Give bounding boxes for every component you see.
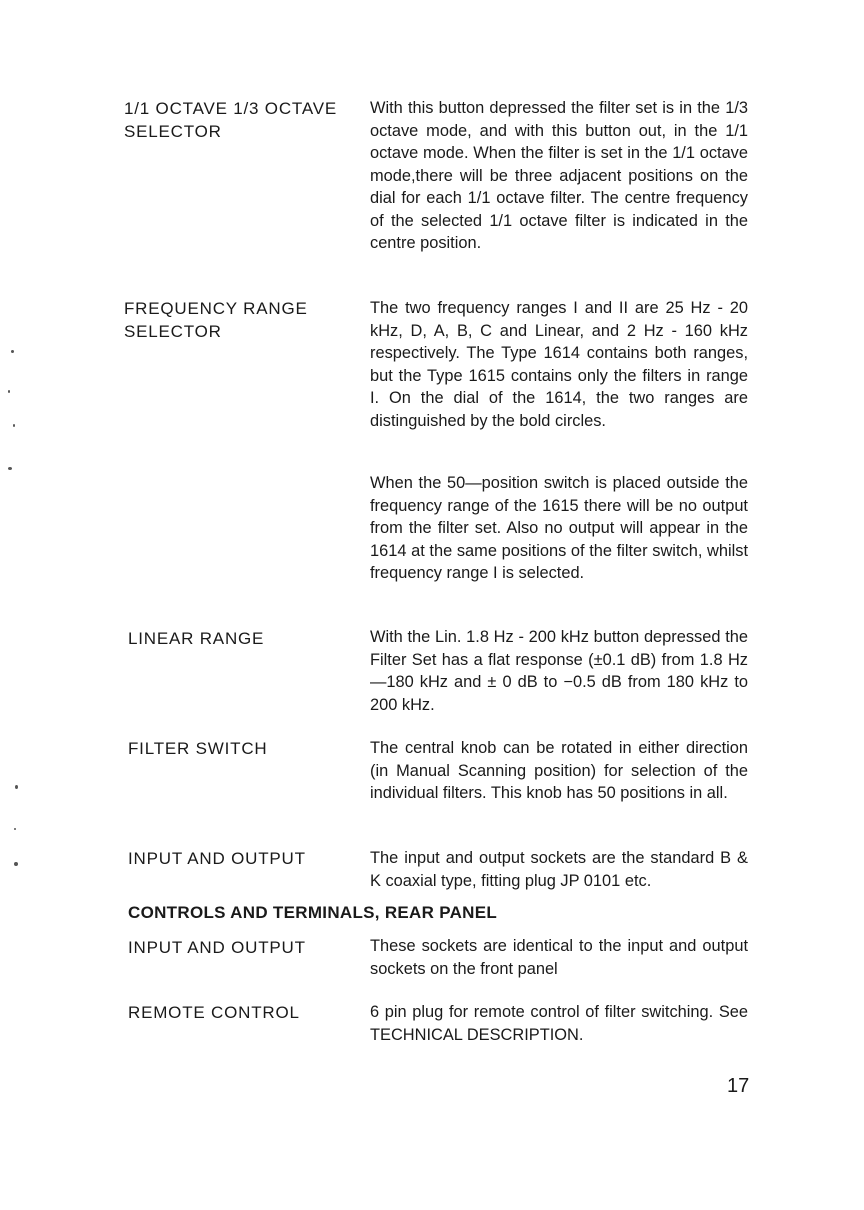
scan-speck [8, 390, 10, 393]
term-remote-control: REMOTE CONTROL [128, 1003, 300, 1022]
term-input-output: INPUT AND OUTPUT [128, 849, 306, 868]
scan-speck [11, 350, 14, 353]
scan-speck [14, 862, 18, 866]
desc-linear-range: With the Lin. 1.8 Hz - 200 kHz button depressed the Filter Set has a flat response (±0.1 dB) from 1.8 Hz—180 kHz and ± 0 dB to −0.5 dB from 180 kHz to 200 kHz. [370, 628, 748, 714]
term-linear-range: LINEAR RANGE [128, 629, 265, 648]
desc-rear-input-output: These sockets are identical to the input and output sockets on the front panel [370, 937, 748, 978]
scan-speck [8, 467, 12, 470]
page-number: 17 [727, 1075, 750, 1097]
desc-filter-switch: The central knob can be rotated in either direction (in Manual Scanning position) for selection of the individual filters. This knob has 50 positions in all. [370, 739, 748, 802]
scan-speck [15, 785, 18, 789]
desc-frequency-range: The two frequency ranges I and II are 25 Hz - 20 kHz, D, A, B, C and Linear, and 2 Hz - 160 kHz respectively. The Type 1614 contains both ranges, but the Type 1615 contains only the filters in range I. On the dial of the 1614, the two ranges are distinguished by the bold circles. [370, 299, 748, 430]
term-rear-input-output: INPUT AND OUTPUT [128, 938, 306, 957]
rear-panel-heading: CONTROLS AND TERMINALS, REAR PANEL [128, 903, 498, 922]
scan-speck [14, 828, 16, 830]
desc-remote-control: 6 pin plug for remote control of filter switching. See TECHNICAL DESCRIPTION. [370, 1003, 748, 1044]
term-octave-selector: 1/1 OCTAVE 1/3 OCTAVE SELECTOR [124, 99, 337, 141]
term-frequency-range: FREQUENCY RANGE SELECTOR [124, 299, 308, 341]
desc-octave-selector: With this button depressed the filter set is in the 1/3 octave mode, and with this button out, in the 1/1 octave mode. When the filter is set in the 1/1 octave mode,there will be three adjacent positions on the dial for each 1/1 octave filter. The centre frequency of the selected 1/1 octave filter is indicated in the centre position. [370, 99, 748, 252]
term-filter-switch: FILTER SWITCH [128, 739, 268, 758]
scan-speck [13, 424, 15, 427]
desc-frequency-range-2: When the 50—position switch is placed outside the frequency range of the 1615 there will be no output from the filter set. Also no output will appear in the 1614 at the same positions of the filter switch, whilst frequency range I is selected. [370, 474, 748, 582]
desc-input-output: The input and output sockets are the standard B & K coaxial type, fitting plug JP 0101 etc. [370, 849, 748, 890]
